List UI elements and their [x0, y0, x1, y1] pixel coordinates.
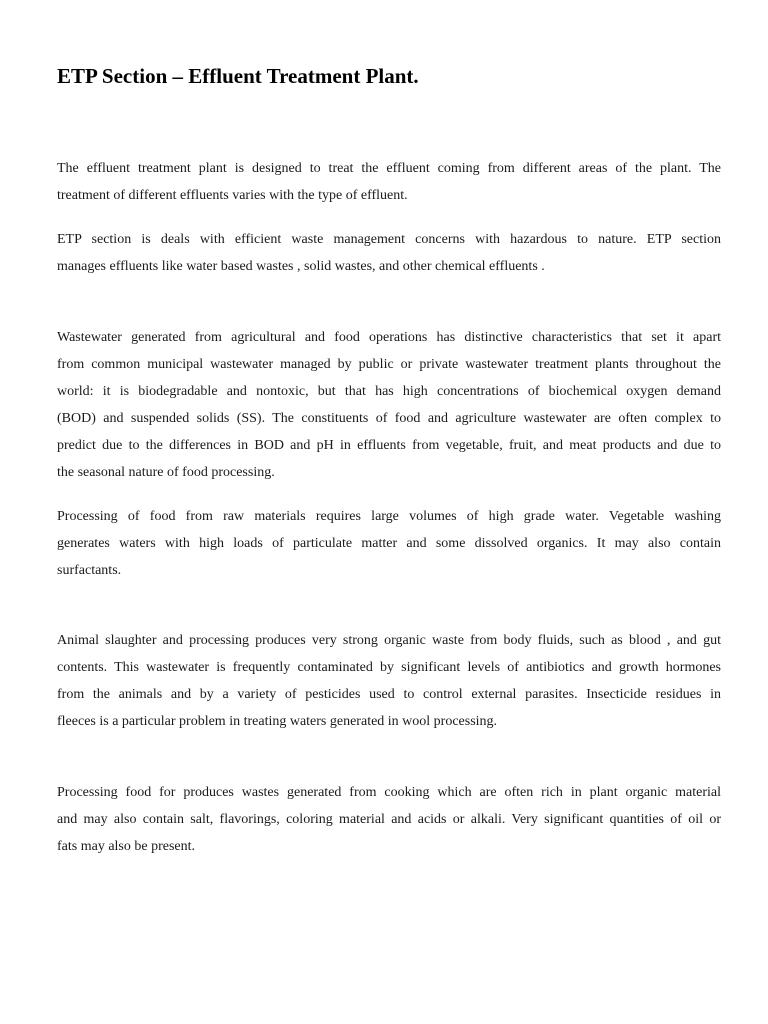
paragraph-animal-slaughter: [57, 627, 721, 735]
paragraph-line: contents. This wastewater is frequently contaminated by significant levels of antibiotics and growth hormones: [57, 660, 721, 675]
paragraph-line: surfactants.: [57, 563, 122, 578]
paragraph-line: world: it is biodegradable and nontoxic, but that has high concentrations of biochemical oxygen demand: [57, 384, 721, 399]
paragraph-wastewater: [57, 324, 721, 486]
paragraph-line: manages effluents like water based wastes , solid wastes, and other chemical effluents .: [57, 259, 545, 274]
paragraph-cooking-wastes: [57, 779, 721, 860]
paragraph-line: ETP section is deals with efficient waste management concerns with hazardous to nature. ETP section: [57, 232, 721, 247]
document-title: ETP Section – Effluent Treatment Plant.: [57, 64, 419, 88]
paragraph-line: fats may also be present.: [57, 839, 196, 854]
paragraph-line: Processing of food from raw materials requires large volumes of high grade water. Vegetable washing: [57, 509, 721, 524]
paragraph-line: (BOD) and suspended solids (SS). The constituents of food and agriculture wastewater are often complex to: [57, 411, 721, 426]
paragraph-line: the seasonal nature of food processing.: [57, 465, 275, 480]
paragraph-line: Processing food for produces wastes generated from cooking which are often rich in plant organic material: [57, 785, 721, 800]
paragraph-line: from the animals and by a variety of pesticides used to control external parasites. Insecticide residues in: [57, 687, 721, 702]
paragraph-line: generates waters with high loads of particulate matter and some dissolved organics. It may also contain: [57, 536, 721, 551]
paragraph-line: The effluent treatment plant is designed to treat the effluent coming from different areas of the plant. The: [57, 161, 721, 176]
paragraph-line: Wastewater generated from agricultural and food operations has distinctive characteristics that set it apart: [57, 330, 721, 345]
paragraph-line: treatment of different effluents varies with the type of effluent.: [57, 188, 408, 203]
paragraph-etp-section: [57, 226, 721, 280]
paragraph-etp-overview: [57, 155, 721, 209]
paragraph-line: fleeces is a particular problem in treating waters generated in wool processing.: [57, 714, 498, 729]
paragraph-line: from common municipal wastewater managed by public or private wastewater treatment plants throughout the: [57, 357, 721, 372]
paragraph-line: and may also contain salt, flavorings, coloring material and acids or alkali. Very significant quantities of oil or: [57, 812, 721, 827]
paragraph-line: Animal slaughter and processing produces very strong organic waste from body fluids, such as blood , and gut: [57, 633, 721, 648]
paragraph-food-processing: [57, 503, 721, 584]
paragraph-line: predict due to the differences in BOD and pH in effluents from vegetable, fruit, and meat products and due to: [57, 438, 721, 453]
